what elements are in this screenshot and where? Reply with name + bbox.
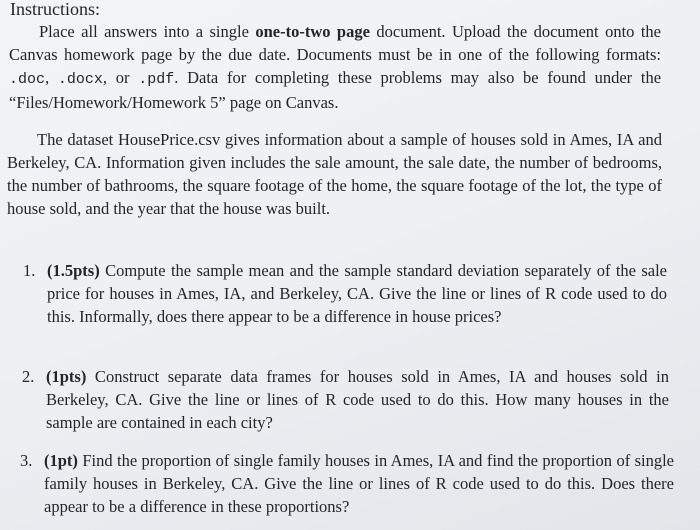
format-separator: ,: [45, 68, 58, 87]
dataset-paragraph: The dataset HousePrice.csv gives information about a sample of houses sold in Ames, IA and Berkeley, CA. Information given includes the sale amount, the sale date, the number of bedrooms, the number of bathrooms, the square footage of the home, the square footage of the lot, the type of house sold, and the year that the house was built.: [7, 130, 662, 218]
question-1: [23, 259, 667, 328]
question-points: (1pts): [46, 367, 87, 386]
instructions-emphasis: one-to-two page: [255, 22, 370, 41]
instructions-paragraph: [9, 20, 661, 114]
instructions-text-a: Place all answers into a single: [39, 22, 256, 41]
format-doc: .doc: [9, 71, 46, 88]
question-number: 1.: [23, 261, 36, 280]
question-number: 3.: [20, 451, 33, 470]
instructions-text-b: document. Upload the document onto the Canvas homework page by the due date. Documents must be in one of the following formats:: [9, 22, 661, 64]
question-points: (1pt): [44, 451, 78, 470]
question-number: 2.: [22, 367, 35, 386]
question-text: Construct separate data frames for houses sold in Ames, IA and houses sold in Berkeley, CA. Give the line or lines of R code used to do this. How many houses in the sample are contained in each city?: [46, 367, 669, 432]
format-docx: .docx: [57, 71, 103, 88]
question-points: (1.5pts): [47, 261, 100, 280]
question-2: [22, 365, 669, 434]
instructions-text-c: . Data for completing these problems may also be found under the “Files/Homework/Homework 5” page on Canvas.: [9, 68, 662, 112]
question-3: [20, 449, 674, 518]
format-separator: , or: [102, 68, 139, 87]
instructions-heading: Instructions:: [10, 0, 100, 19]
question-text: Find the proportion of single family houses in Ames, IA and find the proportion of single family houses in Berkeley, CA. Give the line or lines of R code used to do this. Does there appear to be a difference in these proportions?: [44, 451, 674, 516]
format-pdf: .pdf: [138, 71, 175, 88]
question-text: Compute the sample mean and the sample standard deviation separately of the sale price for houses in Ames, IA, and Berkeley, CA. Give the line or lines of R code used to do this. Informally, does there appear to be a difference in house prices?: [47, 261, 667, 326]
